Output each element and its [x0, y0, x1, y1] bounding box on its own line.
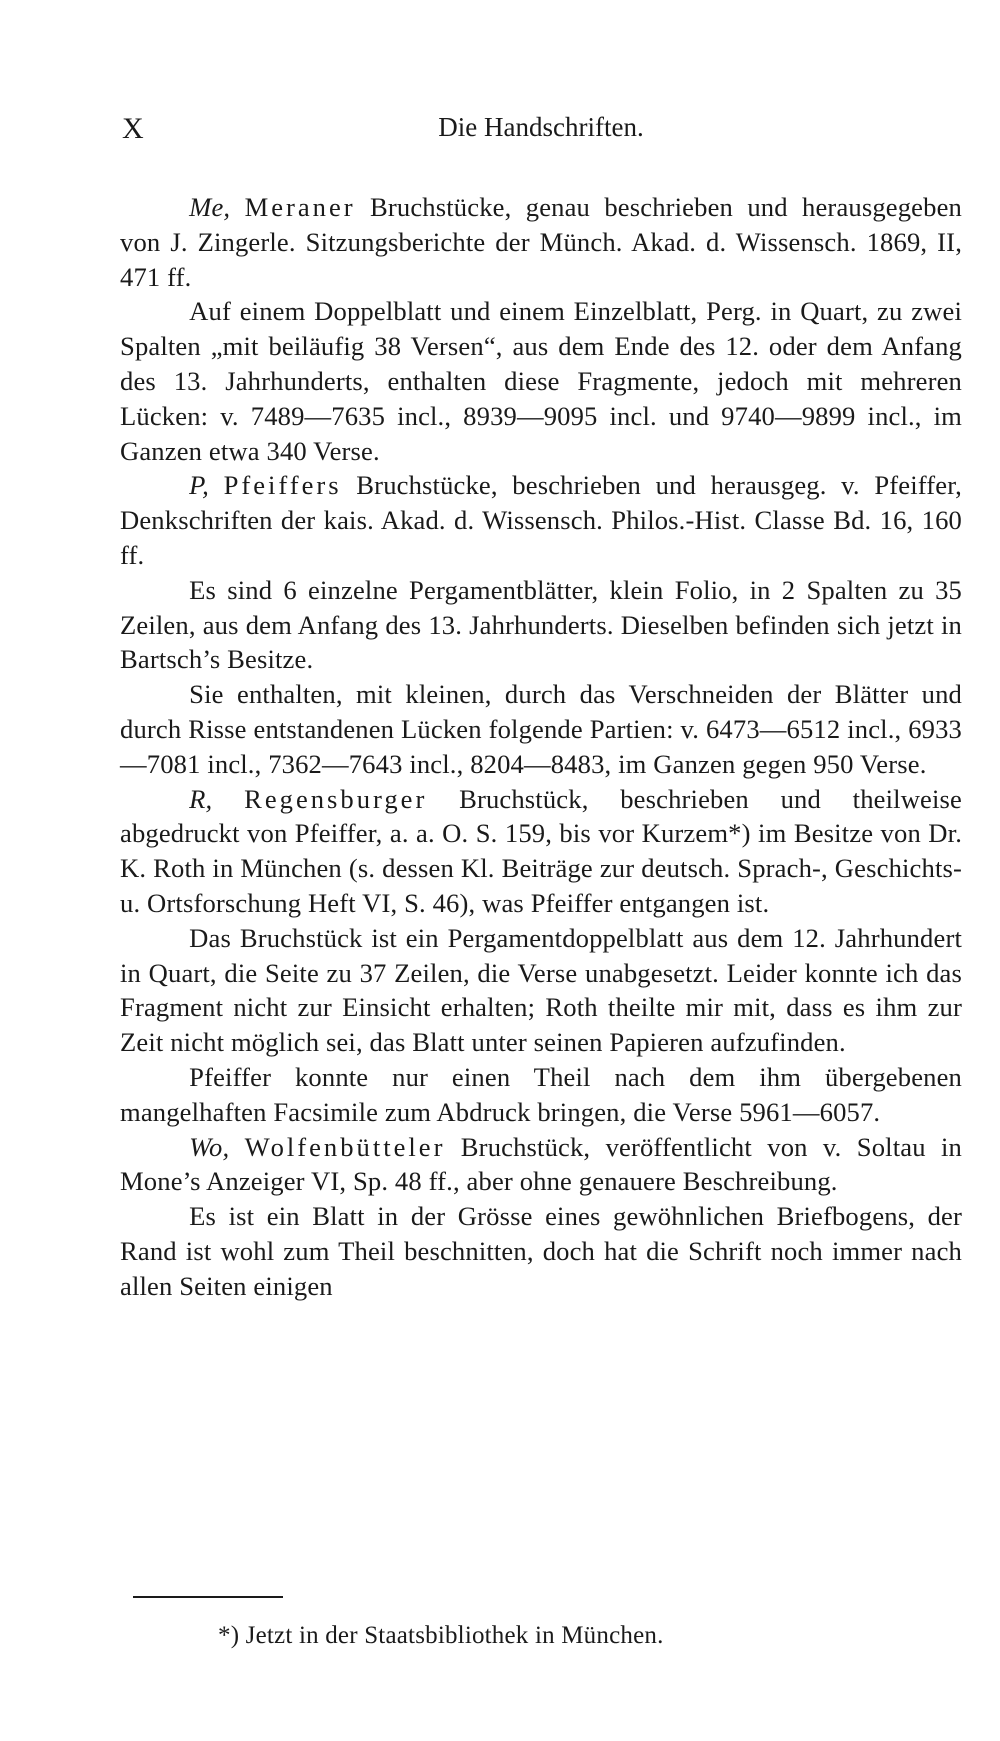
- manuscript-name: Wolfenbütteler: [244, 1131, 446, 1162]
- paragraph: [120, 294, 962, 468]
- paragraph-text: Bruchstück, veröffentlicht von v. Soltau in Mone’s Anzeiger VI, Sp. 48 ff., aber ohne genauere Beschreibung.: [120, 1131, 962, 1197]
- paragraph-p: [120, 468, 962, 572]
- manuscript-name: Meraner: [244, 192, 356, 222]
- siglum: Wo,: [189, 1131, 230, 1162]
- paragraph-r: [120, 782, 962, 921]
- siglum: P,: [189, 470, 209, 501]
- paragraph-text: Das Bruchstück ist ein Pergamentdoppelblatt aus dem 12. Jahrhundert in Quart, die Seite zu 37 Zeilen, die Verse unabgesetzt. Leider konnte ich das Fragment nicht zur Einsicht erhalten; Roth theilte mir mit, dass es ihm zur Zeit nicht möglich sei, das Blatt unter seinen Papieren aufzufinden.: [120, 922, 962, 1058]
- siglum: R,: [189, 783, 213, 814]
- running-title: Die Handschriften.: [438, 112, 644, 142]
- manuscript-name: Pfeiffers: [223, 470, 342, 501]
- paragraph: [120, 573, 962, 677]
- paragraph-text: Es sind 6 einzelne Pergamentblätter, klein Folio, in 2 Spalten zu 35 Zeilen, aus dem Anfang des 13. Jahrhunderts. Dieselben befinden sich jetzt in Bartsch’s Besitze.: [120, 574, 962, 675]
- paragraph-text: Es ist ein Blatt in der Grösse eines gewöhnlichen Briefbogens, der Rand ist wohl zum Theil beschnitten, doch hat die Schrift noch immer nach allen Seiten einigen: [120, 1201, 962, 1301]
- main-text: [120, 190, 962, 1304]
- footnote: *) Jetzt in der Staatsbibliothek in München.: [218, 1622, 664, 1649]
- paragraph: [120, 921, 962, 1060]
- paragraph: [120, 1199, 962, 1303]
- paragraph-text: Bruchstück, beschrieben und theilweise abgedruckt von Pfeiffer, a. a. O. S. 159, bis vor Kurzem*) im Besitze von Dr. K. Roth in München (s. dessen Kl. Beiträge zur deutsch. Sprach-, Geschichts- u. Ortsforschung Heft VI, S. 46), was Pfeiffer entgangen ist.: [120, 783, 962, 918]
- footnote-divider: [133, 1596, 283, 1598]
- page-number: X: [122, 112, 144, 145]
- paragraph-me: [120, 190, 962, 294]
- paragraph-text: Pfeiffer konnte nur einen Theil nach dem ihm übergebenen mangelhaften Facsimile zum Abdruck bringen, die Verse 5961—6057.: [120, 1061, 962, 1127]
- paragraph: [120, 1060, 962, 1130]
- paragraph-text: Auf einem Doppelblatt und einem Einzelblatt, Perg. in Quart, zu zwei Spalten „mit beiläufig 38 Versen“, aus dem Ende des 12. oder dem Anfang des 13. Jahrhunderts, enthalten diese Fragmente, jedoch mit mehreren Lücken: v. 7489—7635 incl., 8939—9095 incl. und 9740—9899 incl., im Ganzen etwa 340 Verse.: [120, 296, 962, 466]
- paragraph: [120, 677, 962, 781]
- manuscript-name: Regensburger: [244, 783, 428, 814]
- paragraph-wo: [120, 1130, 962, 1200]
- paragraph-text: Bruchstücke, genau beschrieben und herausgegeben von J. Zingerle. Sitzungsberichte der Münch. Akad. d. Wissensch. 1869, II, 471 ff.: [120, 192, 962, 292]
- paragraph-text: Sie enthalten, mit kleinen, durch das Verschneiden der Blätter und durch Risse entstandenen Lücken folgende Partien: v. 6473—6512 incl., 6933—7081 incl., 7362—7643 incl., 8204—8483, im Ganzen gegen 950 Verse.: [120, 679, 962, 779]
- paragraph-text: Bruchstücke, beschrieben und herausgeg. v. Pfeiffer, Denkschriften der kais. Akad. d. Wissensch. Philos.-Hist. Classe Bd. 16, 160 ff.: [120, 470, 962, 570]
- page-header: [122, 112, 960, 152]
- siglum: Me,: [189, 192, 231, 222]
